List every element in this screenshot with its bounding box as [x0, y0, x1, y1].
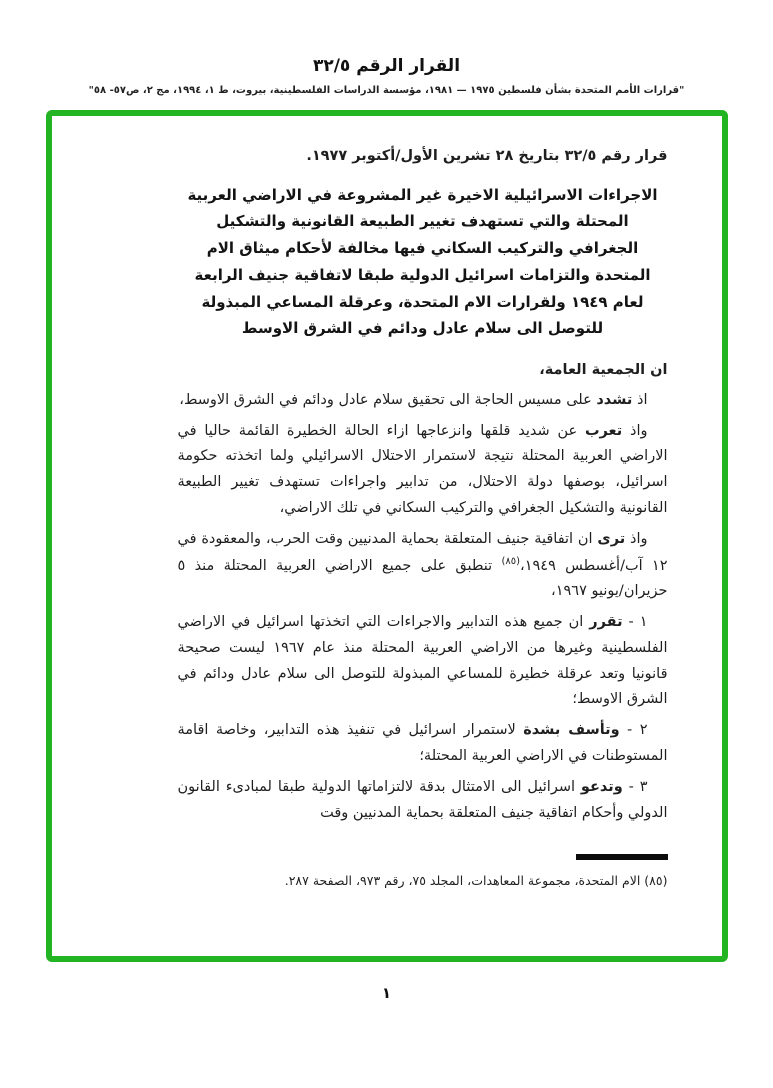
paragraph-prefix: واذ: [622, 422, 648, 439]
preamble-paragraph: [178, 527, 668, 605]
paragraph-number: ٢ -: [619, 722, 648, 739]
paragraph-text: ان جميع هذه التدابير والاجراءات التي اتخذتها اسرائيل في الاراضي الفلسطينية وغيرها من الاراضي العربية المحتلة منذ عام ١٩٦٧ ليست صحيحة قانونيا وتعد عرقلة خطيرة للمساعي المبذولة للتوصل الى سلام عادل ودائم في الشرق الاوسط؛: [177, 613, 668, 708]
resolution-title-line: لعام ١٩٤٩ ولقرارات الام المتحدة، وعرقلة المساعي المبذولة: [201, 292, 644, 311]
paragraph-number: ١ -: [622, 613, 648, 630]
footnote-text: (٨٥) الام المتحدة، مجموعة المعاهدات، المجلد ٧٥، رقم ٩٧٣، الصفحة ٢٨٧.: [284, 873, 668, 889]
paragraph-prefix: اذ: [632, 391, 648, 408]
footnote-separator-bar: [576, 854, 668, 860]
resolution-title: [178, 182, 668, 342]
paragraph-text: اسرائيل الى الامتثال بدقة لالتزاماتها الدولية طبقا لمبادىء القانون الدولي وأحكام اتفاقية جنيف المتعلقة بحماية المدنيين وقت: [177, 778, 668, 821]
resolution-title-line: الاجراءات الاسرائيلية الاخيرة غير المشروعة في الاراضي العربية: [187, 185, 658, 204]
paragraph-lead: تشدد: [596, 391, 633, 408]
paragraph-lead: وتأسف بشدة: [523, 722, 620, 739]
footnote-reference: (٨٥): [501, 555, 521, 567]
document-frame: [46, 110, 728, 962]
paragraph-lead: تعرب: [584, 422, 623, 439]
paragraph-text: عن شديد قلقها وانزعاجها ازاء الحالة الخطيرة القائمة حاليا في الاراضي العربية المحتلة نتيجة لاستمرار الاحتلال الاسرائيلي ولما اتخذته حكومة اسرائيل، بوصفها دولة الاحتلال، من تدابير واجراءات تستهدف تغيير الطبيعة القانونية والتشكيل الجغرافي والتركيب السكاني في تلك الاراضي،: [177, 422, 668, 516]
preamble-paragraph: [178, 388, 668, 414]
page-header: [0, 0, 773, 96]
paragraph-text: ان اتفاقية جنيف المتعلقة بحماية المدنيين وقت الحرب، والمعقودة في ١٢ آب/أغسطس ١٩٤٩،: [177, 530, 668, 574]
resolution-title-line: المحتلة والتي تستهدف تغيير الطبيعة القانونية والتشكيل: [216, 212, 629, 231]
resolution-date-line: قرار رقم ٣٢/٥ بتاريخ ٢٨ تشرين الأول/أكتوبر ١٩٧٧.: [306, 148, 668, 164]
citation-line: "قرارات الأمم المتحدة بشأن فلسطين ١٩٧٥ — ١٩٨١، مؤسسة الدراسات الفلسطينية، بيروت، ط ١، ١٩٩٤، مج ٢، ص٥٧- ٥٨": [88, 85, 685, 96]
preamble-intro: ان الجمعية العامة،: [539, 361, 668, 378]
operative-paragraph: [178, 718, 668, 770]
page-header-title: القرار الرقم ٣٢/٥: [312, 56, 461, 76]
page-number: ١: [381, 984, 392, 1002]
paragraph-text: على مسيس الحاجة الى تحقيق سلام عادل ودائم في الشرق الاوسط،: [179, 391, 597, 408]
resolution-title-line: للتوصل الى سلام عادل ودائم في الشرق الاوسط: [241, 319, 604, 338]
paragraph-prefix: واذ: [625, 530, 648, 547]
resolution-title-line: المتحدة والتزامات اسرائيل الدولية طبقا لاتفاقية جنيف الرابعة: [194, 265, 651, 284]
operative-paragraph: [178, 610, 668, 713]
paragraph-lead: وتدعو: [580, 778, 623, 795]
paragraph-text: لاستمرار اسرائيل في تنفيذ هذه التدابير، وخاصة اقامة المستوطنات في الاراضي العربية المحتلة؛: [177, 722, 668, 764]
resolution-title-line: الجغرافي والتركيب السكاني فيها مخالفة لأحكام ميثاق الام: [206, 239, 639, 258]
preamble-paragraph: [178, 419, 668, 522]
paragraph-lead: تقرر: [589, 613, 623, 630]
paragraph-lead: ترى: [597, 530, 626, 547]
paragraph-text: تنطبق على جميع الاراضي العربية المحتلة منذ ٥ حزيران/يونيو ١٩٦٧،: [177, 557, 668, 600]
operative-paragraph: [178, 775, 668, 827]
paragraph-number: ٣ -: [622, 778, 648, 795]
document-body: [178, 144, 668, 893]
